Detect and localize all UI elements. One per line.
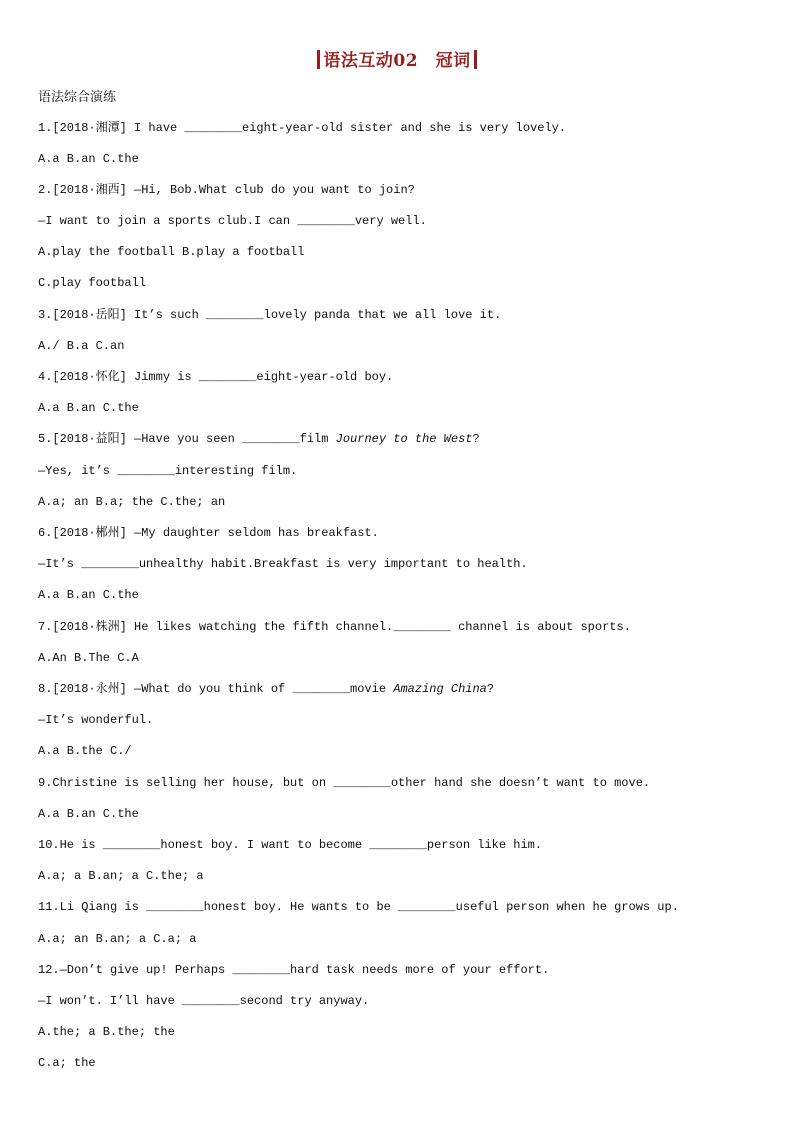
page-title [0,46,794,71]
question-8 [38,681,494,697]
title-text: 语法互动02 冠词 [323,51,471,71]
question-8-title: Amazing China [393,682,487,696]
options-3: A./ B.a C.an [38,339,125,353]
options-7: A.An B.The C.A [38,651,139,665]
options-10: A.a; a B.an; a C.the; a [38,869,204,883]
question-8-text: 8.[2018·永州] —What do you think of ________movie [38,682,394,696]
options-4: A.a B.an C.the [38,401,139,415]
question-6-reply: —It’s ________unhealthy habit.Breakfast is very important to health. [38,557,528,571]
options-2-c: C.play football [38,276,147,290]
options-12-c: C.a; the [38,1056,96,1070]
options-1: A.a B.an C.the [38,152,139,166]
question-1: 1.[2018·湘潭] I have ________eight-year-old sister and she is very lovely. [38,121,567,135]
options-5: A.a; an B.a; the C.the; an [38,495,226,509]
question-9: 9.Christine is selling her house, but on ________other hand she doesn’t want to move. [38,776,651,790]
question-5-text: 5.[2018·益阳] —Have you seen ________film [38,432,336,446]
question-5-reply: —Yes, it’s ________interesting film. [38,464,298,478]
section-heading: 语法综合演练 [38,90,117,105]
question-4: 4.[2018·怀化] Jimmy is ________eight-year-old boy. [38,370,394,384]
question-11: 11.Li Qiang is ________honest boy. He wants to be ________useful person when he grows up. [38,900,679,914]
options-11: A.a; an B.an; a C.a; a [38,932,197,946]
question-2: 2.[2018·湘西] —Hi, Bob.What club do you want to join? [38,183,415,197]
question-8-reply: —It’s wonderful. [38,713,154,727]
question-5-end: ? [472,432,480,446]
question-10: 10.He is ________honest boy. I want to become ________person like him. [38,838,543,852]
options-9: A.a B.an C.the [38,807,139,821]
question-3: 3.[2018·岳阳] It’s such ________lovely panda that we all love it. [38,308,502,322]
question-2-reply: —I want to join a sports club.I can ________very well. [38,214,427,228]
question-7: 7.[2018·株洲] He likes watching the fifth channel.________ channel is about sports. [38,620,631,634]
question-12-reply: —I won’t. I’ll have ________second try anyway. [38,994,370,1008]
options-2: A.play the football B.play a football [38,245,305,259]
options-12: A.the; a B.the; the [38,1025,175,1039]
options-8: A.a B.the C./ [38,744,132,758]
options-6: A.a B.an C.the [38,588,139,602]
question-6: 6.[2018·郴州] —My daughter seldom has breakfast. [38,526,379,540]
title-bar-right [474,50,477,69]
question-12: 12.—Don’t give up! Perhaps ________hard task needs more of your effort. [38,963,550,977]
title-bar-left [317,50,320,69]
question-5 [38,431,480,447]
question-5-title: Journey to the West [335,432,473,446]
question-8-end: ? [486,682,495,696]
